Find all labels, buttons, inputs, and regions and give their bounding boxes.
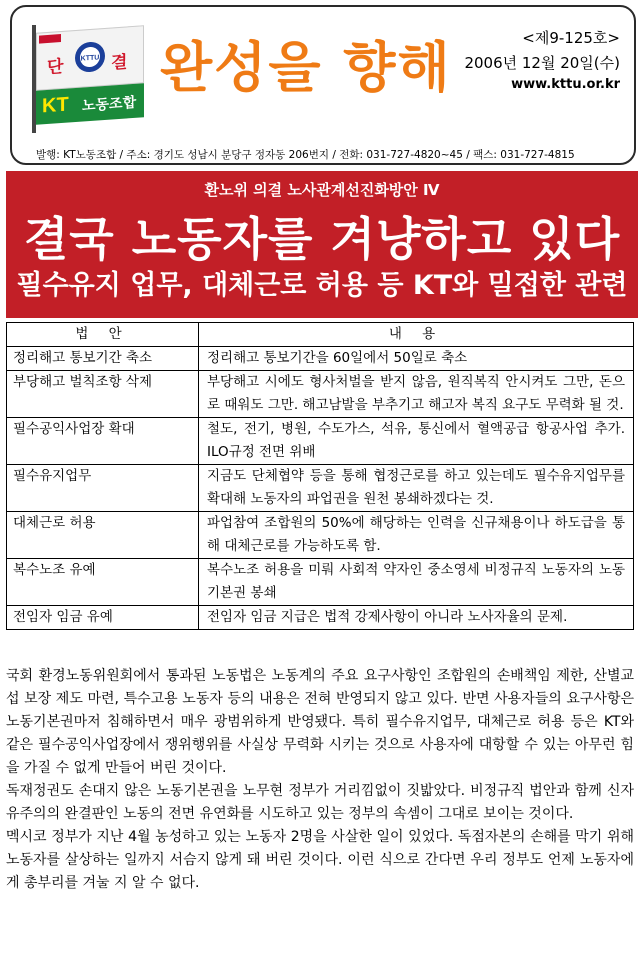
bill-content: 부당해고 시에도 형사처벌을 받지 않음, 원직복직 안시켜도 그만, 돈으로 때워도 그만. 해고남발을 부추기고 해고자 복직 요구도 무력화 될 것.: [199, 371, 634, 418]
article-paragraph: 국회 환경노동위원회에서 통과된 노동법은 노동계의 주요 요구사항인 조합원의 손배책임 제한, 산별교섭 보장 제도 마련, 특수고용 노동자 등의 내용은 전혀 반영되지 않고 있다. 반면 사용자들의 요구사항은 노동기본권마저 침해하면서 매우 광범위하게 반영됐다. 특히 필수유지업무, 대체근로 허용 등은 KT와 같은 필수공익사업장에서 쟁위행위를 사실상 무력화 시키는 것으로 사용자에 대항할 수 있는 아무런 힘을 가질 수 없게 만들어 버린 것이다.: [6, 668, 634, 776]
flag-mini-emblem: [39, 34, 61, 44]
flag-top-panel: [36, 25, 144, 91]
article-paragraph: 멕시코 정부가 지난 4월 농성하고 있는 노동자 2명을 사살한 일이 있었다. 독점자본의 손해를 막기 위해 노동자를 살상하는 일까지 서슴지 않게 돼 버린 것이다. 이런 식으로 간다면 우리 정부도 언제 노동자에게 총부리를 겨눌 지 알 수 없다.: [6, 829, 634, 891]
subheadline: 필수유지 업무, 대체근로 허용 등 KT와 밀접한 관련: [16, 270, 628, 301]
svg-text:KTTU: KTTU: [80, 54, 100, 63]
bill-name: 전임자 임금 유예: [7, 606, 199, 630]
flag-char-right: 결: [111, 52, 128, 74]
union-flag-logo: [26, 25, 144, 133]
bill-content: 철도, 전기, 병원, 수도가스, 석유, 통신에서 혈액공급 항공사업 추가. ILO규정 전면 위배: [199, 418, 634, 465]
flag-union-text: 노동조합: [82, 94, 137, 115]
bill-table: [6, 322, 634, 630]
bill-name: 필수공익사업장 확대: [7, 418, 199, 465]
bill-content: 파업참여 조합원의 50%에 해당하는 인력을 신규채용이나 하도급을 통해 대체근로를 가능하도록 함.: [199, 512, 634, 559]
table-row: [7, 371, 634, 418]
website-url[interactable]: www.kttu.or.kr: [511, 77, 620, 92]
bill-name: 대체근로 허용: [7, 512, 199, 559]
table-row: [7, 465, 634, 512]
bill-content: 전임자 임금 지급은 법적 강제사항이 아니라 노사자율의 문제.: [199, 606, 634, 630]
issue-number: <제9-125호>: [522, 29, 620, 47]
bill-name: 복수노조 유예: [7, 559, 199, 606]
kttu-emblem-icon: [73, 39, 107, 75]
header-bill: 법 안: [7, 323, 199, 347]
table-header-row: [7, 323, 634, 347]
bill-name: 정리해고 통보기간 축소: [7, 347, 199, 371]
bill-content: 복수노조 허용을 미뤄 사회적 약자인 중소영세 비정규직 노동자의 노동 기본권 봉쇄: [199, 559, 634, 606]
bill-content: 지금도 단체협약 등을 통해 협정근로를 하고 있는데도 필수유지업무를 확대해 노동자의 파업권을 원천 봉쇄하겠다는 것.: [199, 465, 634, 512]
table-row: [7, 559, 634, 606]
publisher-info: 발행: KT노동조합 / 주소: 경기도 성남시 분당구 정자동 206번지 / 전화: 031-727-4820~45 / 팩스: 031-727-4815: [36, 149, 575, 161]
headline-kicker: 환노위 의결 노사관계선진화방안 Ⅳ: [204, 181, 440, 199]
masthead: [10, 5, 636, 165]
header-content: 내 용: [199, 323, 634, 347]
table-row: [7, 606, 634, 630]
table-row: [7, 418, 634, 465]
headline: 결국 노동자를 겨냥하고 있다: [23, 212, 621, 266]
headline-banner: [6, 171, 638, 318]
flag-bottom-panel: [36, 83, 144, 125]
bill-name: 부당해고 벌칙조항 삭제: [7, 371, 199, 418]
flag-char-left: 단: [47, 56, 64, 79]
issue-date: 2006년 12월 20일(수): [464, 54, 620, 72]
bill-content: 정리해고 통보기간을 60일에서 50일로 축소: [199, 347, 634, 371]
flag-kt-text: KT: [42, 93, 69, 118]
newsletter-title: 완성을 향해: [160, 36, 452, 99]
table-row: [7, 347, 634, 371]
table-row: [7, 512, 634, 559]
bill-name: 필수유지업무: [7, 465, 199, 512]
article-paragraph: 독재정권도 손대지 않은 노동기본권을 노무현 정부가 거리낌없이 짓밟았다. 비정규직 법안과 함께 신자유주의의 완결판인 노동의 전면 유연화를 시도하고 있는 정부의 속셈이 그대로 보이는 것이다.: [6, 783, 634, 822]
article-body: [6, 665, 634, 895]
